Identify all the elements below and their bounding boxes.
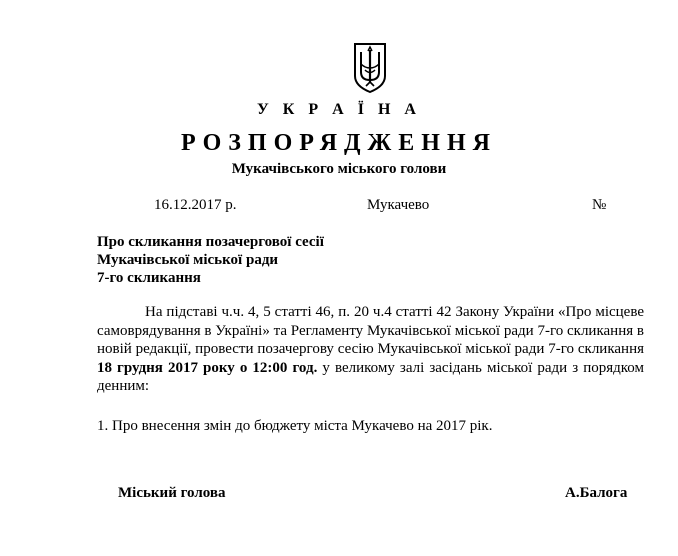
- subject-line: Про скликання позачергової сесії: [97, 234, 324, 250]
- document-number-label: №: [592, 197, 607, 213]
- body-paragraph: [97, 303, 644, 396]
- signer-name: А.Балога: [565, 485, 628, 501]
- document-subject: [97, 233, 324, 287]
- signer-title: Міський голова: [118, 485, 226, 501]
- document-type-title: РОЗПОРЯДЖЕННЯ: [181, 130, 497, 156]
- document-city: Мукачево: [367, 197, 430, 213]
- document-date: 16.12.2017 р.: [154, 197, 237, 213]
- subject-line: 7-го скликання: [97, 270, 201, 286]
- body-text-before: На підставі ч.ч. 4, 5 статті 46, п. 20 ч.4 статті 42 Закону України «Про місцеве самоврядування в Україні» та Регламенту Мукачівської міської ради 7-го скликання в новій редакції, провести позачергову сесію Мукачівської міської ради 7-го скликання: [97, 304, 644, 357]
- agenda-item: 1. Про внесення змін до бюджету міста Мукачево на 2017 рік.: [97, 418, 493, 434]
- country-name: У К Р А Ї Н А: [257, 101, 421, 118]
- issuer-name: Мукачівського міського голови: [231, 161, 447, 177]
- trident-coat-of-arms-icon: [353, 42, 387, 94]
- subject-line: Мукачівської міської ради: [97, 252, 279, 268]
- session-datetime: 18 грудня 2017 року о 12:00 год.: [97, 359, 318, 376]
- body-text-after: у великому залі засідань міської ради з порядком денним:: [97, 359, 645, 394]
